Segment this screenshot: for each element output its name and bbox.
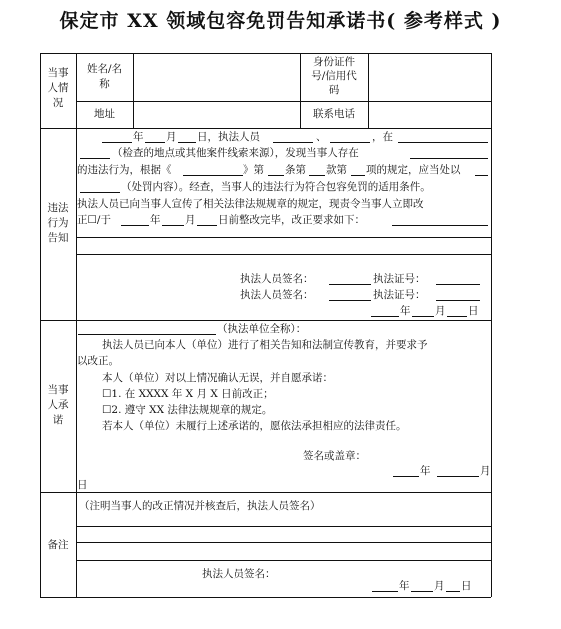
officer-signature-field-1[interactable] (329, 273, 371, 285)
certificate-field-2[interactable] (436, 289, 480, 301)
remarks-section-label: 备注 (47, 539, 69, 551)
id-label: 身份证件 号/信用代 码 (311, 56, 357, 96)
officer-signature-field-2[interactable] (329, 289, 371, 301)
certificate-label-2: 执法证号： (373, 289, 426, 301)
certificate-field-1[interactable] (436, 273, 480, 285)
address-field[interactable] (134, 102, 299, 127)
certificate-label-1: 执法证号： (373, 273, 426, 285)
phone-label: 联系电话 (313, 108, 355, 120)
name-label: 姓名/名 称 (86, 63, 123, 90)
id-number-field[interactable] (369, 54, 490, 127)
promise-option-1[interactable]: ☐1. 在 XXXX 年 X 月 X 日前改正； (102, 388, 274, 400)
address-label: 地址 (94, 108, 115, 120)
officer-signature-label-2: 执法人员签名： (240, 289, 314, 301)
promise-section-label: 当事 人承 诺 (47, 384, 69, 426)
remarks-signature-label: 执法人员签名： (202, 568, 276, 580)
party-section-label: 当事 人情 况 (47, 67, 69, 109)
violation-section-label: 违法 行为 告知 (47, 202, 69, 244)
signature-or-seal-label: 签名或盖章： (303, 450, 366, 462)
officer-signature-label-1: 执法人员签名： (240, 273, 314, 285)
document-title: 保定市 XX 领域包容免罚告知承诺书( 参考样式 ) (59, 10, 502, 32)
promise-option-2[interactable]: ☐2. 遵守 XX 法律法规规章的规定。 (102, 404, 273, 416)
name-field[interactable] (134, 54, 299, 100)
